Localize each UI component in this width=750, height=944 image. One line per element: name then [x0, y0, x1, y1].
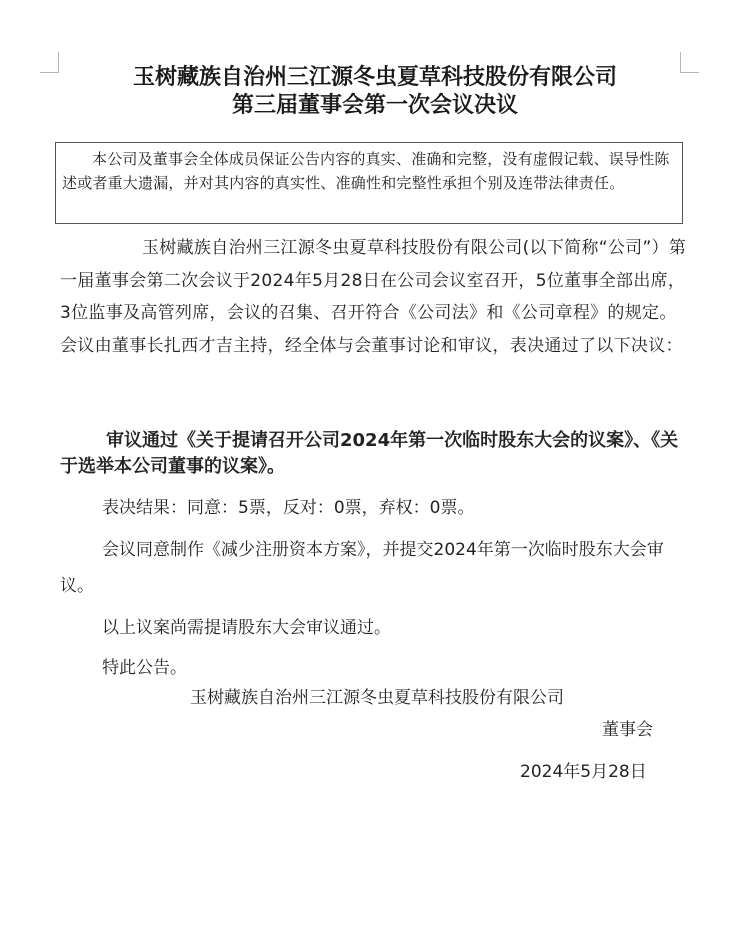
pending-approval-paragraph: 以上议案尚需提请股东大会审议通过。	[102, 618, 391, 638]
notice-paragraph: 特此公告。	[102, 658, 187, 678]
signature-board: 董事会	[602, 720, 653, 740]
resolution-paragraph: 审议通过《关于提请召开公司2024年第一次临时股东大会的议案》、《关于选举本公司董事的议案》。	[60, 430, 679, 477]
proposal-paragraph: 会议同意制作《减少注册资本方案》，并提交2024年第一次临时股东大会审议。	[60, 540, 664, 596]
vote-result-paragraph: 表决结果：同意：5票，反对：0票，弃权：0票。	[102, 498, 475, 518]
document-title-line-2: 第三届董事会第一次会议决议	[231, 93, 518, 118]
disclaimer-box: 本公司及董事会全体成员保证公告内容的真实、准确和完整，没有虚假记载、误导性陈述或者重大遗漏，并对其内容的真实性、准确性和完整性承担个别及连带法律责任。	[55, 142, 683, 224]
signature-company: 玉树藏族自治州三江源冬虫夏草科技股份有限公司	[190, 688, 564, 708]
document-title-line-1: 玉树藏族自治州三江源冬虫夏草科技股份有限公司	[132, 65, 617, 90]
intro-paragraph: 玉树藏族自治州三江源冬虫夏草科技股份有限公司(以下简称“公司”）第一届董事会第二次会议于2024年5月28日在公司会议室召开，5位董事全部出席，3位监事及高管列席，会议的召集、召开符合《公司法》和《公司章程》的规定。会议由董事长扎西才吉主持，经全体与会董事讨论和审议，表决通过了以下决议：	[60, 238, 687, 356]
signature-date: 2024年5月28日	[520, 762, 647, 782]
